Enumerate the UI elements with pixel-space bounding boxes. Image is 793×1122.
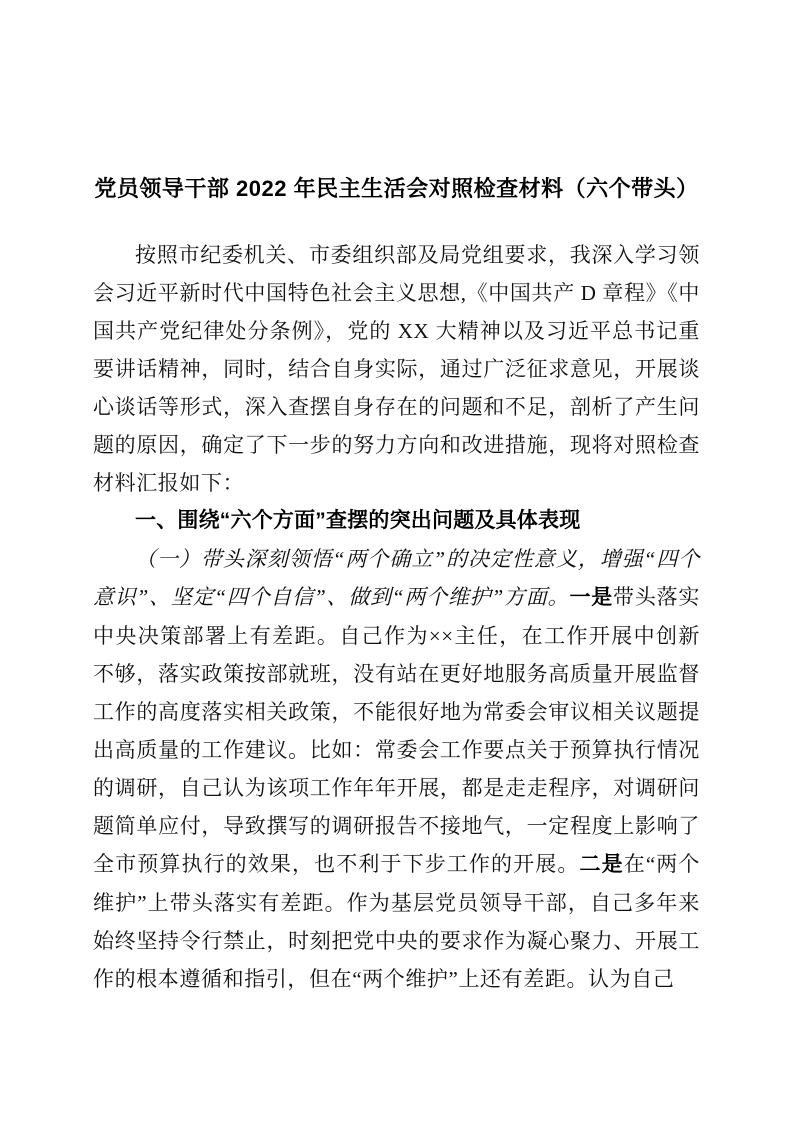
subsection-lead-text: （一）带头深刻领悟“两个确立”的决定性意义，增强“四个意识”、坚定“四个自信”、做到“两个维护”方面。 xyxy=(93,547,700,609)
point2-text: 在“两个维护”上带头落实有差距。作为基层党员领导干部，自己多年来始终坚持令行禁止，时刻把党中央的要求作为凝心聚力、开展工作的根本遵循和指引，但在“两个维护”上还有差距。认为自己 xyxy=(93,852,700,991)
document-body xyxy=(93,236,700,998)
point2-marker: 二是 xyxy=(579,853,624,876)
section-heading: 一、围绕“六个方面”查摆的突出问题及具体表现 xyxy=(135,509,581,532)
subsection-paragraph xyxy=(93,540,700,998)
point1-text: 带头落实中央决策部署上有差距。自己作为××主任，在工作开展中创新不够，落实政策按部就班，没有站在更好地服务高质量开展监督工作的高度落实相关政策，不能很好地为常委会审议相关议题提出高质量的工作建议。比如：常委会工作要点关于预算执行情况的调研，自己认为该项工作年年开展，都是走走程序，对调研问题简单应付，导致撰写的调研报告不接地气，一定程度上影响了全市预算执行的效果，也不利于下步工作的开展。 xyxy=(93,585,701,876)
point1-marker: 一是 xyxy=(569,586,614,609)
document-title: 党员领导干部 2022 年民主生活会对照检查材料（六个带头） xyxy=(94,176,699,201)
intro-paragraph: 按照市纪委机关、市委组织部及局党组要求，我深入学习领会习近平新时代中国特色社会主义思想,《中国共产 D 章程》《中国共产党纪律处分条例》，党的 XX 大精神以及习近平总书记重要讲话精神，同时，结合自身实际，通过广泛征求意见，开展谈心谈话等形式，深入查摆自身存在的问题和不足，剖析了产生问题的原因，确定了下一步的努力方向和改进措施，现将对照检查材料汇报如下： xyxy=(93,243,700,495)
